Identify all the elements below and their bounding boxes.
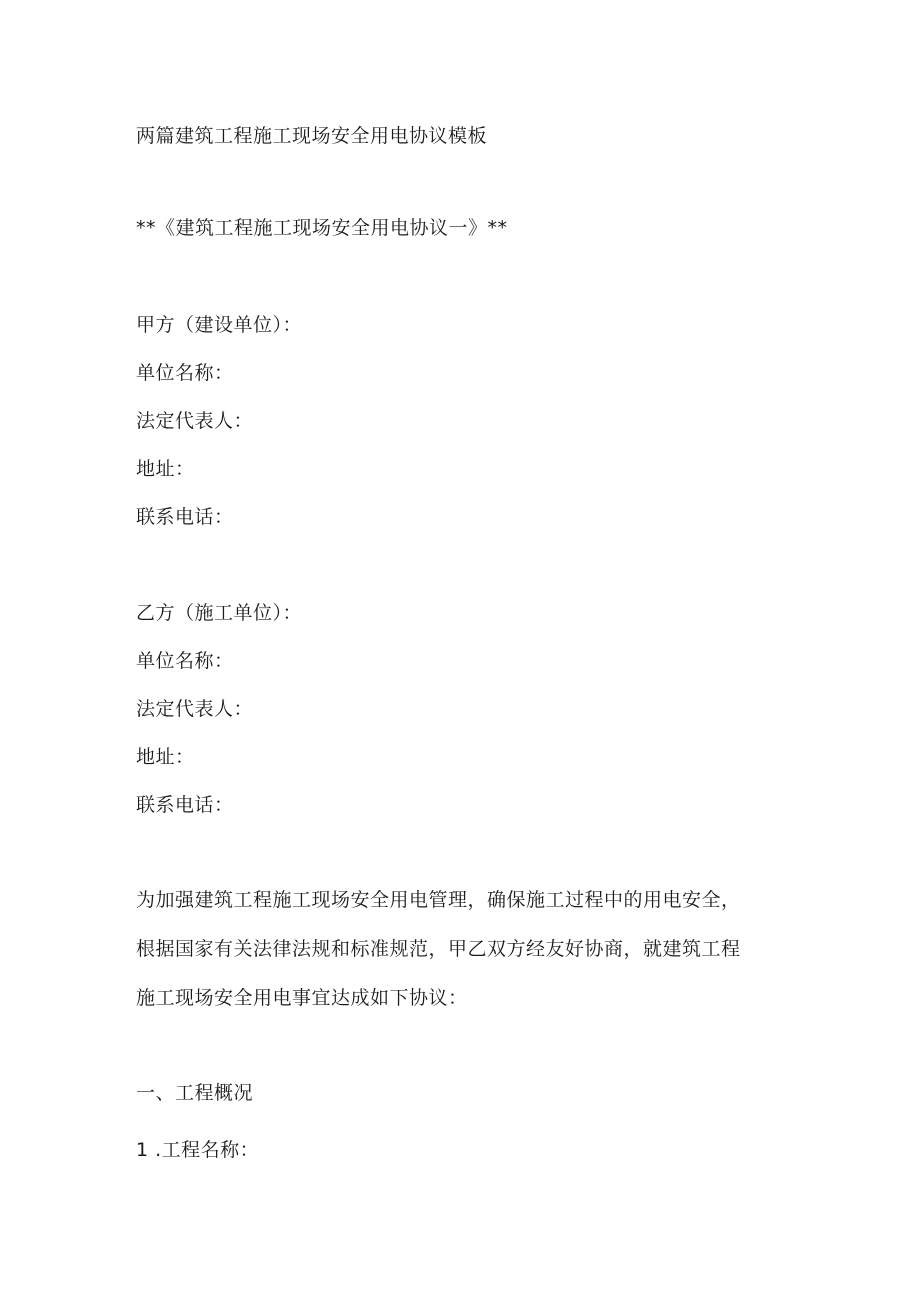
party-b-legal-rep: 法定代表人： bbox=[136, 698, 254, 720]
party-a-address: 地址： bbox=[136, 458, 195, 480]
party-b-unit-name: 单位名称： bbox=[136, 650, 234, 672]
party-b-heading: 乙方（施工单位）： bbox=[136, 602, 303, 624]
party-a-legal-rep: 法定代表人： bbox=[136, 410, 254, 432]
section-1-item-1: 1 .工程名称： bbox=[136, 1139, 260, 1161]
intro-paragraph bbox=[136, 888, 776, 1035]
party-b-address: 地址： bbox=[136, 746, 195, 768]
document-title: 两篇建筑工程施工现场安全用电协议模板 bbox=[136, 125, 488, 147]
party-a-heading: 甲方（建设单位）： bbox=[136, 314, 303, 336]
section-1-heading: 一、工程概况 bbox=[136, 1082, 254, 1104]
intro-line-1: 为加强建筑工程施工现场安全用电管理，确保施工过程中的用电安全， bbox=[136, 889, 741, 911]
intro-line-2: 根据国家有关法律法规和标准规范，甲乙双方经友好协商，就建筑工程 bbox=[136, 938, 741, 960]
agreement-subtitle: **《建筑工程施工现场安全用电协议一》** bbox=[136, 217, 508, 239]
intro-line-3: 施工现场安全用电事宜达成如下协议： bbox=[136, 987, 468, 1009]
party-a-unit-name: 单位名称： bbox=[136, 362, 234, 384]
party-a-phone: 联系电话： bbox=[136, 506, 234, 528]
party-b-phone: 联系电话： bbox=[136, 794, 234, 816]
